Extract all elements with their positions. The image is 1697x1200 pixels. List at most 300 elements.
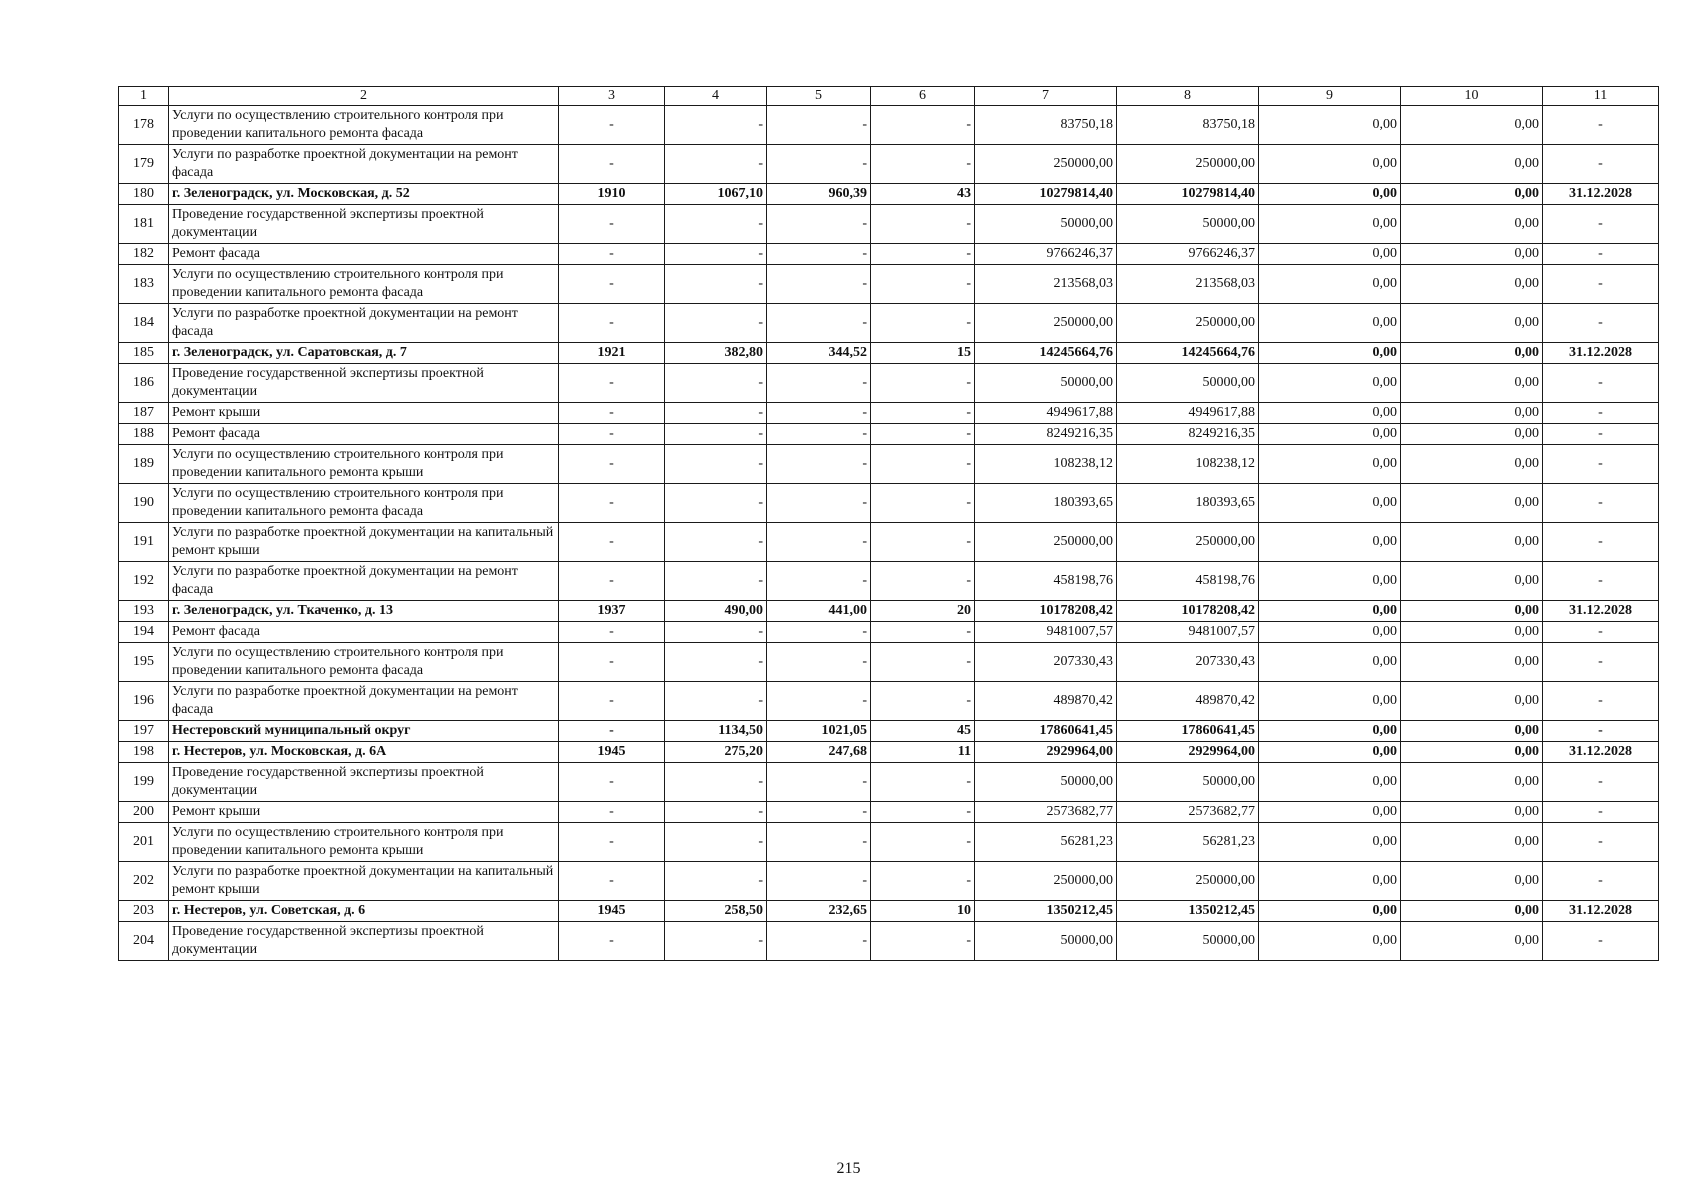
- column-header: 11: [1543, 87, 1659, 106]
- living-area-cell: 344,52: [767, 343, 871, 364]
- deadline-cell: -: [1543, 244, 1659, 265]
- cost-owners-cell: 0,00: [1401, 802, 1543, 823]
- cost-budget-cell: 0,00: [1259, 601, 1401, 622]
- year-cell: -: [559, 922, 665, 961]
- cost-total-cell: 10178208,42: [975, 601, 1117, 622]
- cost-total-cell: 10279814,40: [975, 184, 1117, 205]
- cost-fund-cell: 207330,43: [1117, 643, 1259, 682]
- year-cell: -: [559, 145, 665, 184]
- cost-total-cell: 250000,00: [975, 862, 1117, 901]
- cost-owners-cell: 0,00: [1401, 523, 1543, 562]
- row-number: 199: [119, 763, 169, 802]
- row-number: 197: [119, 721, 169, 742]
- residents-cell: -: [871, 106, 975, 145]
- residents-cell: -: [871, 364, 975, 403]
- work-description: Ремонт крыши: [169, 802, 559, 823]
- cost-total-cell: 83750,18: [975, 106, 1117, 145]
- year-cell: 1910: [559, 184, 665, 205]
- cost-owners-cell: 0,00: [1401, 682, 1543, 721]
- living-area-cell: -: [767, 424, 871, 445]
- cost-total-cell: 180393,65: [975, 484, 1117, 523]
- living-area-cell: -: [767, 403, 871, 424]
- cost-fund-cell: 458198,76: [1117, 562, 1259, 601]
- work-description: Проведение государственной экспертизы проектной документации: [169, 205, 559, 244]
- cost-owners-cell: 0,00: [1401, 403, 1543, 424]
- page-number: 215: [836, 1160, 861, 1177]
- cost-owners-cell: 0,00: [1401, 244, 1543, 265]
- work-description: Услуги по осуществлению строительного контроля при проведении капитального ремонта фасада: [169, 265, 559, 304]
- work-description: Услуги по осуществлению строительного контроля при проведении капитального ремонта фасада: [169, 643, 559, 682]
- deadline-cell: -: [1543, 682, 1659, 721]
- total-area-cell: -: [665, 364, 767, 403]
- work-description: Услуги по разработке проектной документации на ремонт фасада: [169, 682, 559, 721]
- cost-total-cell: 2929964,00: [975, 742, 1117, 763]
- cost-budget-cell: 0,00: [1259, 343, 1401, 364]
- residents-cell: -: [871, 622, 975, 643]
- cost-fund-cell: 50000,00: [1117, 364, 1259, 403]
- cost-budget-cell: 0,00: [1259, 184, 1401, 205]
- year-cell: -: [559, 424, 665, 445]
- table-row: [119, 445, 1659, 484]
- column-header: 6: [871, 87, 975, 106]
- total-area-cell: -: [665, 643, 767, 682]
- total-area-cell: -: [665, 304, 767, 343]
- deadline-cell: 31.12.2028: [1543, 742, 1659, 763]
- living-area-cell: -: [767, 682, 871, 721]
- year-cell: 1945: [559, 901, 665, 922]
- row-number: 178: [119, 106, 169, 145]
- cost-budget-cell: 0,00: [1259, 106, 1401, 145]
- cost-fund-cell: 14245664,76: [1117, 343, 1259, 364]
- row-number: 198: [119, 742, 169, 763]
- total-area-cell: -: [665, 265, 767, 304]
- deadline-cell: -: [1543, 862, 1659, 901]
- table-row: [119, 622, 1659, 643]
- table-row: [119, 265, 1659, 304]
- cost-total-cell: 250000,00: [975, 304, 1117, 343]
- deadline-cell: -: [1543, 802, 1659, 823]
- year-cell: -: [559, 304, 665, 343]
- cost-budget-cell: 0,00: [1259, 403, 1401, 424]
- column-header: 7: [975, 87, 1117, 106]
- work-description: Ремонт фасада: [169, 424, 559, 445]
- work-description: Услуги по разработке проектной документации на капитальный ремонт крыши: [169, 523, 559, 562]
- cost-owners-cell: 0,00: [1401, 205, 1543, 244]
- work-description: Услуги по осуществлению строительного контроля при проведении капитального ремонта крыши: [169, 823, 559, 862]
- living-area-cell: -: [767, 763, 871, 802]
- table-row: [119, 343, 1659, 364]
- table-row: [119, 205, 1659, 244]
- cost-owners-cell: 0,00: [1401, 145, 1543, 184]
- living-area-cell: -: [767, 244, 871, 265]
- total-area-cell: -: [665, 802, 767, 823]
- cost-fund-cell: 250000,00: [1117, 523, 1259, 562]
- year-cell: -: [559, 643, 665, 682]
- year-cell: -: [559, 205, 665, 244]
- cost-owners-cell: 0,00: [1401, 622, 1543, 643]
- cost-fund-cell: 489870,42: [1117, 682, 1259, 721]
- year-cell: -: [559, 265, 665, 304]
- cost-total-cell: 458198,76: [975, 562, 1117, 601]
- cost-total-cell: 2573682,77: [975, 802, 1117, 823]
- row-number: 195: [119, 643, 169, 682]
- deadline-cell: -: [1543, 364, 1659, 403]
- living-area-cell: 1021,05: [767, 721, 871, 742]
- work-description: Услуги по осуществлению строительного контроля при проведении капитального ремонта фасада: [169, 106, 559, 145]
- table-row: [119, 403, 1659, 424]
- cost-fund-cell: 17860641,45: [1117, 721, 1259, 742]
- table-row: [119, 484, 1659, 523]
- cost-budget-cell: 0,00: [1259, 643, 1401, 682]
- year-cell: -: [559, 862, 665, 901]
- cost-budget-cell: 0,00: [1259, 622, 1401, 643]
- total-area-cell: 275,20: [665, 742, 767, 763]
- living-area-cell: -: [767, 106, 871, 145]
- total-area-cell: -: [665, 823, 767, 862]
- cost-budget-cell: 0,00: [1259, 802, 1401, 823]
- living-area-cell: -: [767, 484, 871, 523]
- row-number: 194: [119, 622, 169, 643]
- cost-fund-cell: 250000,00: [1117, 862, 1259, 901]
- cost-fund-cell: 50000,00: [1117, 922, 1259, 961]
- column-header: 2: [169, 87, 559, 106]
- year-cell: -: [559, 823, 665, 862]
- cost-total-cell: 14245664,76: [975, 343, 1117, 364]
- work-description: Услуги по осуществлению строительного контроля при проведении капитального ремонта фасада: [169, 484, 559, 523]
- work-description: Услуги по разработке проектной документации на ремонт фасада: [169, 562, 559, 601]
- residents-cell: -: [871, 523, 975, 562]
- work-description: Ремонт фасада: [169, 244, 559, 265]
- row-number: 182: [119, 244, 169, 265]
- table-row: [119, 184, 1659, 205]
- table-row: [119, 721, 1659, 742]
- table-row: [119, 742, 1659, 763]
- cost-budget-cell: 0,00: [1259, 205, 1401, 244]
- table-row: [119, 145, 1659, 184]
- living-area-cell: -: [767, 562, 871, 601]
- cost-budget-cell: 0,00: [1259, 763, 1401, 802]
- residents-cell: 10: [871, 901, 975, 922]
- cost-fund-cell: 56281,23: [1117, 823, 1259, 862]
- column-header: 5: [767, 87, 871, 106]
- total-area-cell: -: [665, 922, 767, 961]
- deadline-cell: -: [1543, 763, 1659, 802]
- residents-cell: 45: [871, 721, 975, 742]
- deadline-cell: -: [1543, 403, 1659, 424]
- total-area-cell: 1134,50: [665, 721, 767, 742]
- table-row: [119, 364, 1659, 403]
- cost-owners-cell: 0,00: [1401, 106, 1543, 145]
- year-cell: -: [559, 106, 665, 145]
- row-number: 187: [119, 403, 169, 424]
- total-area-cell: -: [665, 244, 767, 265]
- work-description: г. Нестеров, ул. Московская, д. 6А: [169, 742, 559, 763]
- cost-budget-cell: 0,00: [1259, 721, 1401, 742]
- row-number: 185: [119, 343, 169, 364]
- living-area-cell: -: [767, 304, 871, 343]
- row-number: 186: [119, 364, 169, 403]
- total-area-cell: -: [665, 622, 767, 643]
- row-number: 204: [119, 922, 169, 961]
- work-description: Ремонт фасада: [169, 622, 559, 643]
- living-area-cell: -: [767, 802, 871, 823]
- row-number: 190: [119, 484, 169, 523]
- row-number: 203: [119, 901, 169, 922]
- residents-cell: 15: [871, 343, 975, 364]
- total-area-cell: -: [665, 562, 767, 601]
- table-row: [119, 106, 1659, 145]
- capital-repair-table: [118, 86, 1659, 961]
- cost-fund-cell: 4949617,88: [1117, 403, 1259, 424]
- row-number: 200: [119, 802, 169, 823]
- cost-budget-cell: 0,00: [1259, 145, 1401, 184]
- table-row: [119, 523, 1659, 562]
- deadline-cell: -: [1543, 523, 1659, 562]
- living-area-cell: 960,39: [767, 184, 871, 205]
- work-description: г. Зеленоградск, ул. Московская, д. 52: [169, 184, 559, 205]
- column-number-row: [119, 87, 1659, 106]
- living-area-cell: -: [767, 643, 871, 682]
- table-row: [119, 763, 1659, 802]
- cost-budget-cell: 0,00: [1259, 742, 1401, 763]
- column-header: 3: [559, 87, 665, 106]
- residents-cell: -: [871, 265, 975, 304]
- cost-budget-cell: 0,00: [1259, 304, 1401, 343]
- total-area-cell: -: [665, 106, 767, 145]
- total-area-cell: 490,00: [665, 601, 767, 622]
- cost-fund-cell: 50000,00: [1117, 205, 1259, 244]
- residents-cell: -: [871, 862, 975, 901]
- total-area-cell: -: [665, 145, 767, 184]
- row-number: 196: [119, 682, 169, 721]
- cost-budget-cell: 0,00: [1259, 265, 1401, 304]
- cost-owners-cell: 0,00: [1401, 922, 1543, 961]
- cost-budget-cell: 0,00: [1259, 922, 1401, 961]
- cost-total-cell: 489870,42: [975, 682, 1117, 721]
- cost-total-cell: 56281,23: [975, 823, 1117, 862]
- cost-total-cell: 207330,43: [975, 643, 1117, 682]
- work-description: Нестеровский муниципальный округ: [169, 721, 559, 742]
- residents-cell: -: [871, 802, 975, 823]
- table-row: [119, 802, 1659, 823]
- cost-owners-cell: 0,00: [1401, 742, 1543, 763]
- residents-cell: -: [871, 244, 975, 265]
- cost-total-cell: 50000,00: [975, 763, 1117, 802]
- row-number: 201: [119, 823, 169, 862]
- living-area-cell: 232,65: [767, 901, 871, 922]
- table-row: [119, 562, 1659, 601]
- deadline-cell: 31.12.2028: [1543, 901, 1659, 922]
- table-row: [119, 304, 1659, 343]
- row-number: 184: [119, 304, 169, 343]
- total-area-cell: 382,80: [665, 343, 767, 364]
- work-description: г. Зеленоградск, ул. Саратовская, д. 7: [169, 343, 559, 364]
- cost-fund-cell: 250000,00: [1117, 304, 1259, 343]
- cost-budget-cell: 0,00: [1259, 823, 1401, 862]
- residents-cell: -: [871, 484, 975, 523]
- cost-total-cell: 9481007,57: [975, 622, 1117, 643]
- work-description: Услуги по разработке проектной документации на ремонт фасада: [169, 145, 559, 184]
- year-cell: -: [559, 445, 665, 484]
- cost-owners-cell: 0,00: [1401, 823, 1543, 862]
- cost-fund-cell: 10279814,40: [1117, 184, 1259, 205]
- row-number: 179: [119, 145, 169, 184]
- row-number: 193: [119, 601, 169, 622]
- cost-owners-cell: 0,00: [1401, 862, 1543, 901]
- residents-cell: -: [871, 682, 975, 721]
- residents-cell: -: [871, 445, 975, 484]
- work-description: Ремонт крыши: [169, 403, 559, 424]
- residents-cell: -: [871, 823, 975, 862]
- residents-cell: 20: [871, 601, 975, 622]
- living-area-cell: -: [767, 523, 871, 562]
- column-header: 4: [665, 87, 767, 106]
- row-number: 189: [119, 445, 169, 484]
- cost-owners-cell: 0,00: [1401, 184, 1543, 205]
- deadline-cell: -: [1543, 424, 1659, 445]
- work-description: Услуги по осуществлению строительного контроля при проведении капитального ремонта крыши: [169, 445, 559, 484]
- work-description: Услуги по разработке проектной документации на ремонт фасада: [169, 304, 559, 343]
- total-area-cell: -: [665, 763, 767, 802]
- deadline-cell: -: [1543, 205, 1659, 244]
- cost-owners-cell: 0,00: [1401, 901, 1543, 922]
- work-description: Услуги по разработке проектной документации на капитальный ремонт крыши: [169, 862, 559, 901]
- cost-total-cell: 1350212,45: [975, 901, 1117, 922]
- row-number: 191: [119, 523, 169, 562]
- table-row: [119, 823, 1659, 862]
- cost-owners-cell: 0,00: [1401, 424, 1543, 445]
- cost-owners-cell: 0,00: [1401, 643, 1543, 682]
- cost-owners-cell: 0,00: [1401, 484, 1543, 523]
- residents-cell: -: [871, 205, 975, 244]
- deadline-cell: -: [1543, 145, 1659, 184]
- work-description: Проведение государственной экспертизы проектной документации: [169, 364, 559, 403]
- year-cell: -: [559, 562, 665, 601]
- cost-fund-cell: 1350212,45: [1117, 901, 1259, 922]
- cost-owners-cell: 0,00: [1401, 265, 1543, 304]
- cost-fund-cell: 10178208,42: [1117, 601, 1259, 622]
- residents-cell: 11: [871, 742, 975, 763]
- cost-budget-cell: 0,00: [1259, 484, 1401, 523]
- residents-cell: -: [871, 403, 975, 424]
- total-area-cell: 258,50: [665, 901, 767, 922]
- year-cell: -: [559, 802, 665, 823]
- cost-budget-cell: 0,00: [1259, 424, 1401, 445]
- table-row: [119, 862, 1659, 901]
- year-cell: -: [559, 763, 665, 802]
- cost-total-cell: 9766246,37: [975, 244, 1117, 265]
- row-number: 181: [119, 205, 169, 244]
- year-cell: -: [559, 682, 665, 721]
- table-row: [119, 244, 1659, 265]
- column-header: 8: [1117, 87, 1259, 106]
- cost-total-cell: 250000,00: [975, 523, 1117, 562]
- cost-total-cell: 4949617,88: [975, 403, 1117, 424]
- row-number: 183: [119, 265, 169, 304]
- residents-cell: -: [871, 304, 975, 343]
- total-area-cell: -: [665, 862, 767, 901]
- living-area-cell: -: [767, 265, 871, 304]
- cost-total-cell: 8249216,35: [975, 424, 1117, 445]
- total-area-cell: -: [665, 523, 767, 562]
- cost-fund-cell: 8249216,35: [1117, 424, 1259, 445]
- cost-budget-cell: 0,00: [1259, 364, 1401, 403]
- table-row: [119, 643, 1659, 682]
- total-area-cell: 1067,10: [665, 184, 767, 205]
- cost-fund-cell: 9481007,57: [1117, 622, 1259, 643]
- residents-cell: -: [871, 145, 975, 184]
- year-cell: -: [559, 721, 665, 742]
- deadline-cell: -: [1543, 445, 1659, 484]
- row-number: 180: [119, 184, 169, 205]
- total-area-cell: -: [665, 445, 767, 484]
- cost-total-cell: 108238,12: [975, 445, 1117, 484]
- total-area-cell: -: [665, 484, 767, 523]
- cost-owners-cell: 0,00: [1401, 364, 1543, 403]
- deadline-cell: -: [1543, 106, 1659, 145]
- cost-total-cell: 213568,03: [975, 265, 1117, 304]
- deadline-cell: -: [1543, 643, 1659, 682]
- work-description: Проведение государственной экспертизы проектной документации: [169, 922, 559, 961]
- living-area-cell: -: [767, 145, 871, 184]
- year-cell: -: [559, 622, 665, 643]
- cost-fund-cell: 250000,00: [1117, 145, 1259, 184]
- deadline-cell: -: [1543, 823, 1659, 862]
- cost-budget-cell: 0,00: [1259, 445, 1401, 484]
- deadline-cell: 31.12.2028: [1543, 184, 1659, 205]
- row-number: 188: [119, 424, 169, 445]
- cost-total-cell: 250000,00: [975, 145, 1117, 184]
- living-area-cell: -: [767, 445, 871, 484]
- year-cell: 1937: [559, 601, 665, 622]
- living-area-cell: -: [767, 922, 871, 961]
- cost-owners-cell: 0,00: [1401, 445, 1543, 484]
- deadline-cell: -: [1543, 721, 1659, 742]
- cost-budget-cell: 0,00: [1259, 901, 1401, 922]
- year-cell: 1945: [559, 742, 665, 763]
- cost-budget-cell: 0,00: [1259, 562, 1401, 601]
- residents-cell: -: [871, 763, 975, 802]
- column-header: 9: [1259, 87, 1401, 106]
- year-cell: -: [559, 364, 665, 403]
- cost-owners-cell: 0,00: [1401, 721, 1543, 742]
- deadline-cell: -: [1543, 922, 1659, 961]
- cost-total-cell: 50000,00: [975, 205, 1117, 244]
- deadline-cell: -: [1543, 622, 1659, 643]
- deadline-cell: -: [1543, 484, 1659, 523]
- residents-cell: 43: [871, 184, 975, 205]
- table-row: [119, 682, 1659, 721]
- year-cell: -: [559, 484, 665, 523]
- year-cell: -: [559, 244, 665, 265]
- row-number: 202: [119, 862, 169, 901]
- cost-fund-cell: 213568,03: [1117, 265, 1259, 304]
- year-cell: -: [559, 403, 665, 424]
- living-area-cell: -: [767, 823, 871, 862]
- living-area-cell: -: [767, 364, 871, 403]
- table-row: [119, 922, 1659, 961]
- residents-cell: -: [871, 562, 975, 601]
- living-area-cell: -: [767, 622, 871, 643]
- total-area-cell: -: [665, 424, 767, 445]
- deadline-cell: 31.12.2028: [1543, 343, 1659, 364]
- deadline-cell: 31.12.2028: [1543, 601, 1659, 622]
- cost-owners-cell: 0,00: [1401, 562, 1543, 601]
- year-cell: 1921: [559, 343, 665, 364]
- cost-fund-cell: 2573682,77: [1117, 802, 1259, 823]
- cost-owners-cell: 0,00: [1401, 343, 1543, 364]
- total-area-cell: -: [665, 403, 767, 424]
